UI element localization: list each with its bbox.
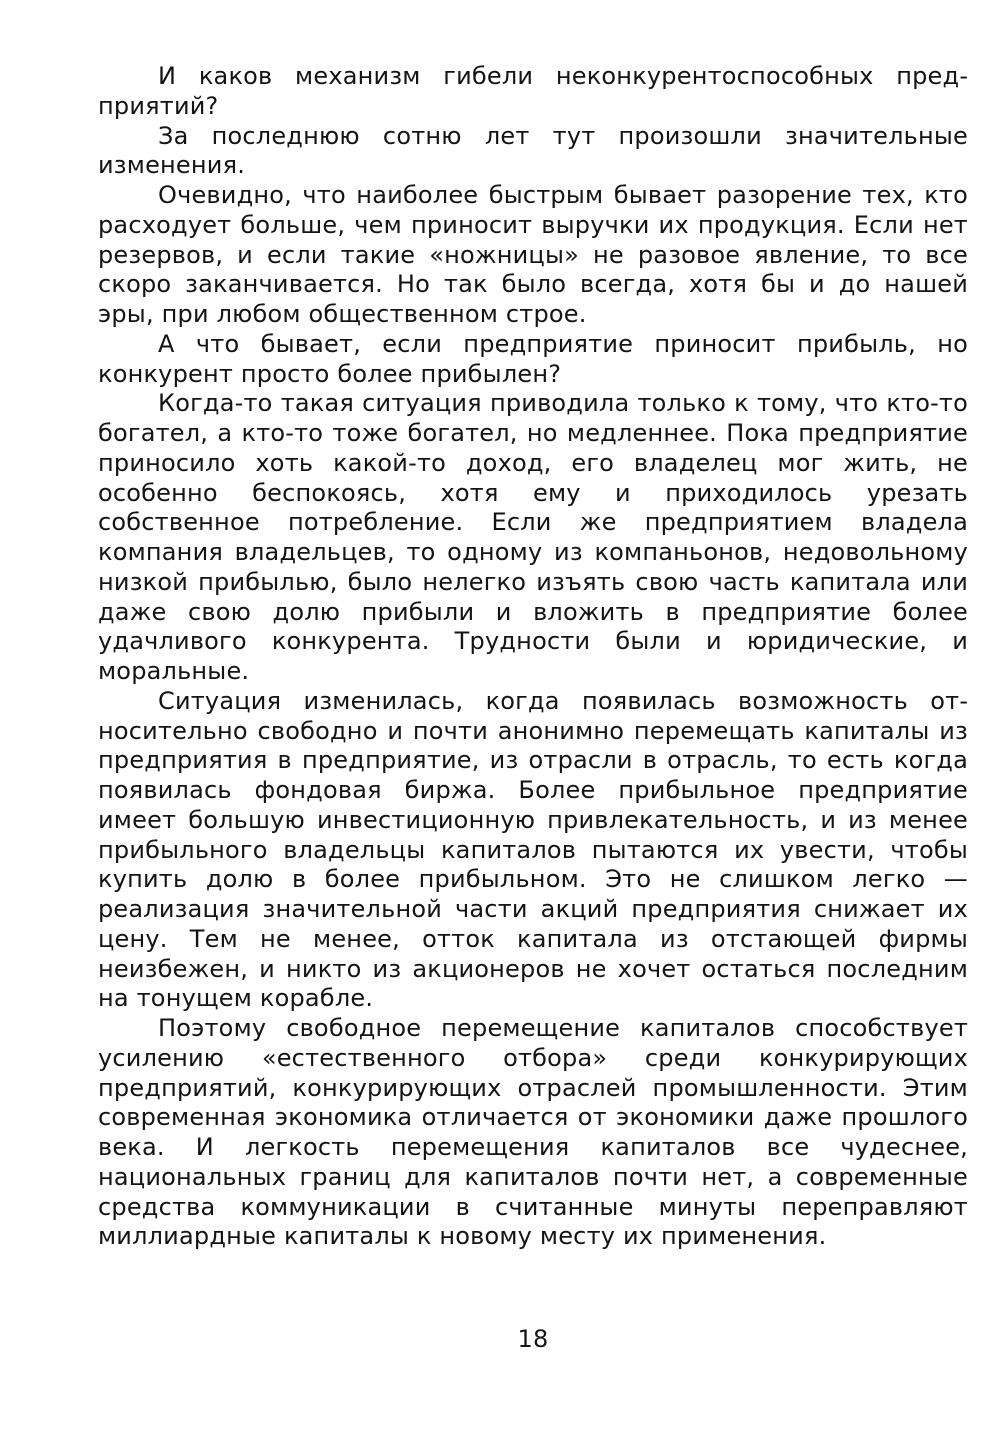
paragraph-1: И каков механизм гибели неконкурентоспособных предприятий?: [98, 62, 968, 120]
paragraph-4: А что бывает, если предприятие приносит прибыль, но конкурент просто более прибылен?: [98, 329, 968, 388]
paragraph-7: Поэтому свободное перемещение капиталов способствует усилению «естественного отбора» среди конкурирующих предприятий, конкурирующих отраслей промышленности. Этим современная экономика отличается от экономики даже прошлого века. И легкость перемещения капиталов все чудеснее, национальных границ для капиталов почти нет, а современные средства коммуникации в считанные минуты переправляют миллиардные капиталы к новому месту их применения.: [98, 1014, 968, 1251]
page-body: [98, 62, 968, 1422]
paragraph-3: Очевидно, что наиболее быстрым бывает разорение тех, кто расходует больше, чем приносит выручки их продукция. Если нет резервов, и если такие «ножницы» не разовое явление, то все скоро заканчивается. Но так было всегда, хотя бы и до нашей эры, при любом общественном строе.: [98, 181, 968, 328]
paragraph-6: Ситуация изменилась, когда появилась возможность относительно свободно и почти анонимно перемещать капиталы из предприятия в предприятие, из отрасли в отрасль, то есть когда появилась фондовая биржа. Более прибыльное предприятие имеет большую инвестиционную привлекательность, и из менее прибыльного владельцы капиталов пытаются их увести, чтобы купить долю в более прибыльном. Это не слишком легко — реализация значительной части акций предприятия снижает их цену. Тем не менее, отток капитала из отстающей фирмы неизбежен, и никто из акционеров не хочет остаться последним на тонущем корабле.: [98, 686, 968, 1013]
page-number: 18: [517, 1325, 549, 1353]
paragraph-5: Когда-то такая ситуация приводила только к тому, что кто-то богател, а кто-то тоже богател, но медленнее. Пока предприятие приносило хоть какой-то доход, его владелец мог жить, не особенно беспокоясь, хотя ему и приходилось урезать собственное потребление. Если же предприятием владела компания владельцев, то одному из компаньонов, недовольному низкой прибылью, было нелегко изъять свою часть капитала или даже свою долю прибыли и вложить в предприятие более удачливого конкурента. Трудности были и юридические, и моральные.: [98, 389, 968, 685]
paragraph-2: За последнюю сотню лет тут произошли значительные изменения.: [98, 121, 968, 180]
